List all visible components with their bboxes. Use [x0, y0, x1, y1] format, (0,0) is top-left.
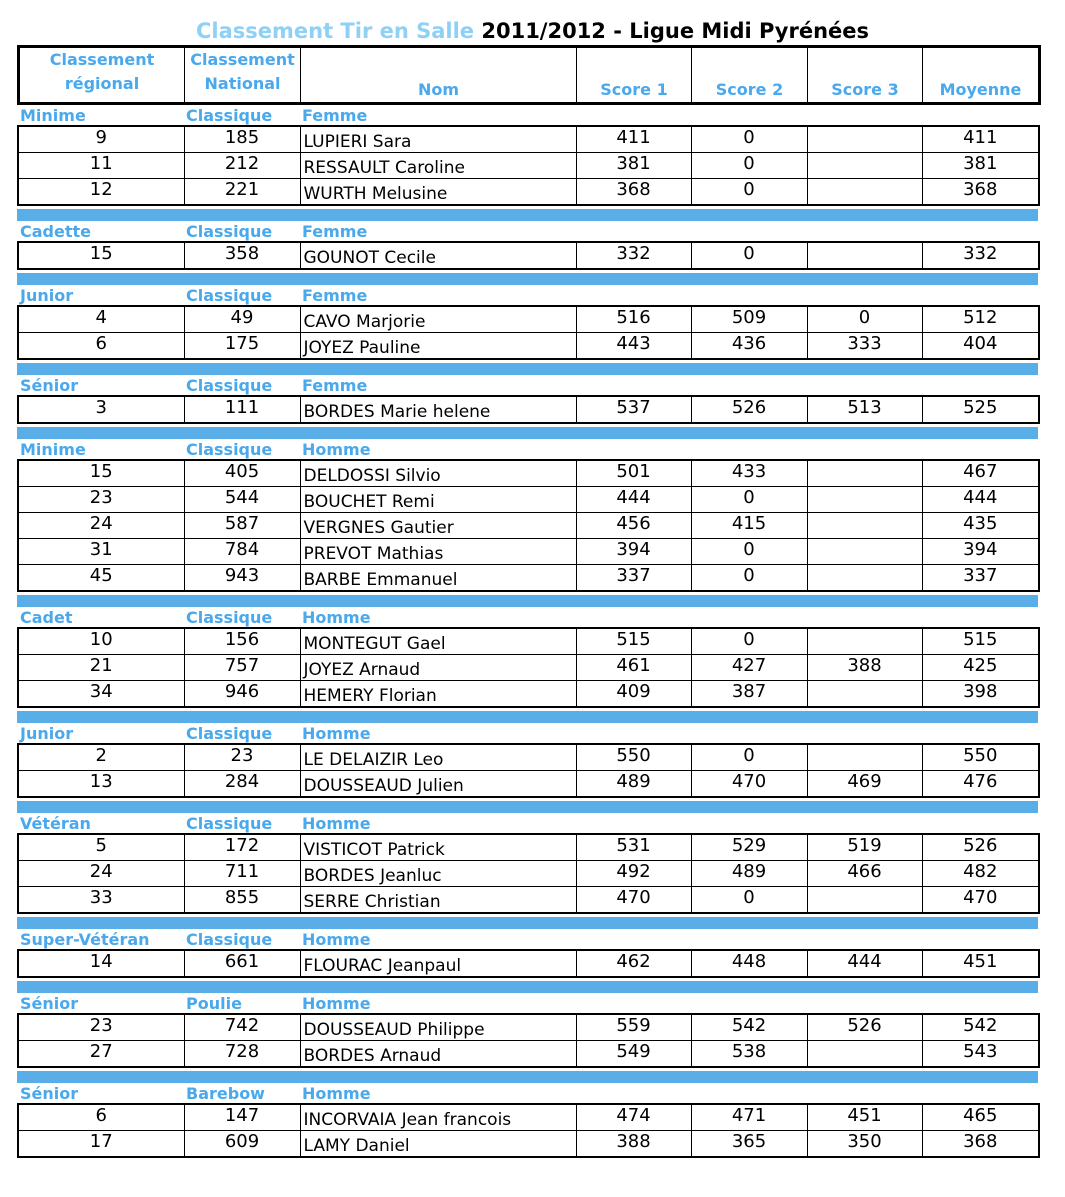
cell-score-2: 509: [691, 306, 807, 333]
table-row: [18, 179, 1039, 206]
cell-classement-national: 156: [184, 628, 300, 655]
cell-nom: LUPIERI Sara: [300, 126, 576, 153]
cell-score-1: 559: [576, 1014, 691, 1041]
cell-classement-national: 284: [184, 771, 300, 798]
cell-classement-regional: 13: [18, 771, 184, 798]
cell-moyenne: 332: [922, 242, 1039, 269]
cell-classement-regional: 3: [18, 396, 184, 423]
group-separator-bar: [17, 209, 1038, 221]
cell-classement-national: 221: [184, 179, 300, 206]
group-separator-bar: [17, 917, 1038, 929]
cell-nom: BORDES Marie helene: [300, 396, 576, 423]
cell-score-1: 489: [576, 771, 691, 798]
cell-score-2: 489: [691, 861, 807, 887]
title-part-1: Classement Tir en Salle: [195, 19, 475, 43]
cell-classement-regional: 5: [18, 834, 184, 861]
cell-moyenne: 526: [922, 834, 1039, 861]
group-separator-bar: [17, 273, 1038, 285]
group-separator-bar: [17, 711, 1038, 723]
cell-score-3: [807, 539, 922, 565]
cell-nom: LE DELAIZIR Leo: [300, 744, 576, 771]
cell-moyenne: 465: [922, 1104, 1039, 1131]
cell-score-2: 471: [691, 1104, 807, 1131]
group-label: [17, 105, 1038, 125]
cell-score-2: 526: [691, 396, 807, 423]
group-sex: Homme: [302, 994, 371, 1013]
cell-classement-regional: 4: [18, 306, 184, 333]
cell-classement-national: 175: [184, 333, 300, 360]
table-row: [18, 681, 1039, 708]
cell-moyenne: 381: [922, 153, 1039, 179]
group-category: Junior: [20, 724, 74, 743]
group-category: Vétéran: [20, 814, 91, 833]
cell-score-3: [807, 681, 922, 708]
cell-classement-national: 661: [184, 950, 300, 977]
cell-score-3: [807, 744, 922, 771]
table-row: [18, 861, 1039, 887]
group-sex: Femme: [302, 286, 368, 305]
cell-score-2: 0: [691, 628, 807, 655]
cell-classement-national: 784: [184, 539, 300, 565]
cell-classement-regional: 31: [18, 539, 184, 565]
group-sex: Homme: [302, 814, 371, 833]
cell-score-3: 388: [807, 655, 922, 681]
group-category: Cadette: [20, 222, 91, 241]
group-table: [17, 949, 1040, 978]
cell-moyenne: 368: [922, 1131, 1039, 1158]
cell-score-2: 0: [691, 153, 807, 179]
group-sex: Homme: [302, 608, 371, 627]
cell-score-1: 332: [576, 242, 691, 269]
group-arc-type: Poulie: [186, 994, 242, 1013]
cell-score-1: 515: [576, 628, 691, 655]
group-table: [17, 459, 1040, 592]
group-table: [17, 1013, 1040, 1068]
group-label: [17, 439, 1038, 459]
cell-classement-regional: 24: [18, 513, 184, 539]
cell-score-3: 526: [807, 1014, 922, 1041]
cell-classement-regional: 6: [18, 1104, 184, 1131]
cell-classement-regional: 2: [18, 744, 184, 771]
group-label: [17, 285, 1038, 305]
cell-score-2: 0: [691, 744, 807, 771]
cell-classement-regional: 6: [18, 333, 184, 360]
cell-moyenne: 542: [922, 1014, 1039, 1041]
table-row: [18, 834, 1039, 861]
header-moyenne: Moyenne: [923, 47, 1040, 104]
cell-classement-regional: 27: [18, 1041, 184, 1068]
cell-classement-regional: 17: [18, 1131, 184, 1158]
group-category: Sénior: [20, 994, 79, 1013]
header-regional-line2: régional: [64, 74, 140, 93]
group-arc-type: Classique: [186, 440, 273, 459]
group-sex: Homme: [302, 440, 371, 459]
group-arc-type: Classique: [186, 930, 273, 949]
table-row: [18, 242, 1039, 269]
cell-nom: BOUCHET Remi: [300, 487, 576, 513]
cell-classement-national: 757: [184, 655, 300, 681]
cell-moyenne: 451: [922, 950, 1039, 977]
cell-classement-national: 946: [184, 681, 300, 708]
cell-moyenne: 525: [922, 396, 1039, 423]
group-separator-bar: [17, 427, 1038, 439]
cell-score-3: [807, 628, 922, 655]
cell-moyenne: 512: [922, 306, 1039, 333]
cell-classement-regional: 23: [18, 487, 184, 513]
group-category: Minime: [20, 440, 86, 459]
cell-score-2: 538: [691, 1041, 807, 1068]
table-row: [18, 306, 1039, 333]
cell-nom: SERRE Christian: [300, 887, 576, 914]
cell-classement-national: 728: [184, 1041, 300, 1068]
title-part-2: 2011/2012 - Ligue Midi Pyrénées: [481, 19, 870, 43]
group-arc-type: Classique: [186, 814, 273, 833]
cell-moyenne: 411: [922, 126, 1039, 153]
cell-score-2: 0: [691, 126, 807, 153]
group-separator-bar: [17, 981, 1038, 993]
cell-score-1: 462: [576, 950, 691, 977]
cell-score-1: 537: [576, 396, 691, 423]
table-row: [18, 513, 1039, 539]
cell-classement-national: 147: [184, 1104, 300, 1131]
cell-score-2: 0: [691, 242, 807, 269]
cell-classement-national: 742: [184, 1014, 300, 1041]
group-sex: Homme: [302, 1084, 371, 1103]
cell-classement-national: 49: [184, 306, 300, 333]
header-national-line1: Classement: [190, 50, 295, 69]
cell-score-3: 444: [807, 950, 922, 977]
group-arc-type: Classique: [186, 376, 273, 395]
group-table: [17, 241, 1040, 270]
header-national-line2: National: [204, 74, 281, 93]
cell-classement-national: 609: [184, 1131, 300, 1158]
cell-classement-national: 111: [184, 396, 300, 423]
group-table: [17, 305, 1040, 360]
table-row: [18, 950, 1039, 977]
cell-nom: BORDES Jeanluc: [300, 861, 576, 887]
cell-classement-regional: 14: [18, 950, 184, 977]
cell-score-2: 436: [691, 333, 807, 360]
table-row: [18, 126, 1039, 153]
header-nom: Nom: [301, 47, 577, 104]
cell-nom: RESSAULT Caroline: [300, 153, 576, 179]
group-label: [17, 813, 1038, 833]
group-label: [17, 221, 1038, 241]
cell-nom: DOUSSEAUD Philippe: [300, 1014, 576, 1041]
page-title: [0, 16, 1065, 46]
cell-score-1: 461: [576, 655, 691, 681]
cell-score-3: [807, 565, 922, 592]
cell-score-3: 350: [807, 1131, 922, 1158]
group-category: Cadet: [20, 608, 73, 627]
cell-score-2: 470: [691, 771, 807, 798]
cell-score-2: 365: [691, 1131, 807, 1158]
cell-score-3: [807, 1041, 922, 1068]
cell-classement-national: 943: [184, 565, 300, 592]
cell-nom: VERGNES Gautier: [300, 513, 576, 539]
cell-nom: DOUSSEAUD Julien: [300, 771, 576, 798]
header-classement-regional: [19, 47, 185, 104]
cell-classement-regional: 9: [18, 126, 184, 153]
table-row: [18, 487, 1039, 513]
cell-classement-national: 23: [184, 744, 300, 771]
cell-score-3: 513: [807, 396, 922, 423]
cell-score-2: 0: [691, 539, 807, 565]
cell-moyenne: 476: [922, 771, 1039, 798]
cell-score-1: 456: [576, 513, 691, 539]
cell-score-3: [807, 242, 922, 269]
cell-moyenne: 467: [922, 460, 1039, 487]
cell-classement-national: 185: [184, 126, 300, 153]
cell-score-3: [807, 126, 922, 153]
cell-score-2: 542: [691, 1014, 807, 1041]
cell-score-3: [807, 487, 922, 513]
group-table: [17, 833, 1040, 914]
group-arc-type: Classique: [186, 724, 273, 743]
cell-score-2: 0: [691, 487, 807, 513]
cell-classement-regional: 24: [18, 861, 184, 887]
group-label: [17, 929, 1038, 949]
cell-nom: LAMY Daniel: [300, 1131, 576, 1158]
cell-score-2: 427: [691, 655, 807, 681]
table-row: [18, 460, 1039, 487]
cell-score-3: 466: [807, 861, 922, 887]
cell-score-2: 415: [691, 513, 807, 539]
header-score-3: Score 3: [808, 47, 923, 104]
group-sex: Homme: [302, 724, 371, 743]
group-table: [17, 627, 1040, 708]
cell-score-2: 0: [691, 179, 807, 206]
cell-score-1: 470: [576, 887, 691, 914]
group-label: [17, 375, 1038, 395]
cell-nom: JOYEZ Pauline: [300, 333, 576, 360]
cell-score-3: [807, 513, 922, 539]
cell-score-3: 333: [807, 333, 922, 360]
group-category: Junior: [20, 286, 74, 305]
cell-nom: BARBE Emmanuel: [300, 565, 576, 592]
cell-moyenne: 368: [922, 179, 1039, 206]
cell-score-3: [807, 153, 922, 179]
cell-nom: INCORVAIA Jean francois: [300, 1104, 576, 1131]
group-arc-type: Classique: [186, 106, 273, 125]
group-separator-bar: [17, 363, 1038, 375]
cell-score-1: 531: [576, 834, 691, 861]
table-row: [18, 771, 1039, 798]
group-arc-type: Classique: [186, 608, 273, 627]
cell-moyenne: 398: [922, 681, 1039, 708]
cell-score-2: 529: [691, 834, 807, 861]
group-sex: Femme: [302, 106, 368, 125]
header-score-1: Score 1: [577, 47, 692, 104]
table-row: [18, 1104, 1039, 1131]
cell-nom: WURTH Melusine: [300, 179, 576, 206]
group-label: [17, 993, 1038, 1013]
cell-score-2: 433: [691, 460, 807, 487]
cell-score-1: 550: [576, 744, 691, 771]
group-sex: Homme: [302, 930, 371, 949]
cell-nom: FLOURAC Jeanpaul: [300, 950, 576, 977]
group-separator-bar: [17, 1071, 1038, 1083]
cell-score-3: 0: [807, 306, 922, 333]
table-row: [18, 333, 1039, 360]
group-label: [17, 723, 1038, 743]
group-separator-bar: [17, 801, 1038, 813]
cell-classement-national: 405: [184, 460, 300, 487]
cell-score-3: 469: [807, 771, 922, 798]
cell-nom: VISTICOT Patrick: [300, 834, 576, 861]
table-row: [18, 396, 1039, 423]
header-score-2: Score 2: [692, 47, 808, 104]
table-row: [18, 539, 1039, 565]
cell-classement-regional: 33: [18, 887, 184, 914]
cell-classement-regional: 12: [18, 179, 184, 206]
table-row: [18, 1041, 1039, 1068]
cell-score-2: 0: [691, 565, 807, 592]
cell-moyenne: 543: [922, 1041, 1039, 1068]
cell-score-1: 411: [576, 126, 691, 153]
group-sex: Femme: [302, 376, 368, 395]
table-row: [18, 655, 1039, 681]
group-arc-type: Classique: [186, 286, 273, 305]
cell-nom: JOYEZ Arnaud: [300, 655, 576, 681]
cell-classement-regional: 15: [18, 460, 184, 487]
cell-classement-regional: 10: [18, 628, 184, 655]
cell-moyenne: 435: [922, 513, 1039, 539]
cell-classement-regional: 34: [18, 681, 184, 708]
table-row: [18, 1014, 1039, 1041]
cell-classement-national: 212: [184, 153, 300, 179]
cell-score-3: [807, 887, 922, 914]
cell-moyenne: 394: [922, 539, 1039, 565]
cell-classement-regional: 23: [18, 1014, 184, 1041]
cell-score-3: 519: [807, 834, 922, 861]
cell-score-1: 501: [576, 460, 691, 487]
cell-score-2: 387: [691, 681, 807, 708]
cell-score-1: 394: [576, 539, 691, 565]
table-row: [18, 153, 1039, 179]
group-arc-type: Classique: [186, 222, 273, 241]
cell-score-1: 409: [576, 681, 691, 708]
group-separator-bar: [17, 595, 1038, 607]
cell-nom: CAVO Marjorie: [300, 306, 576, 333]
group-label: [17, 1083, 1038, 1103]
cell-moyenne: 482: [922, 861, 1039, 887]
group-table: [17, 1103, 1040, 1158]
cell-classement-regional: 21: [18, 655, 184, 681]
cell-nom: GOUNOT Cecile: [300, 242, 576, 269]
cell-moyenne: 425: [922, 655, 1039, 681]
cell-moyenne: 550: [922, 744, 1039, 771]
table-row: [18, 565, 1039, 592]
cell-score-1: 549: [576, 1041, 691, 1068]
cell-classement-national: 544: [184, 487, 300, 513]
cell-score-1: 516: [576, 306, 691, 333]
cell-classement-regional: 45: [18, 565, 184, 592]
group-category: Minime: [20, 106, 86, 125]
cell-score-3: [807, 179, 922, 206]
cell-classement-national: 711: [184, 861, 300, 887]
cell-score-2: 448: [691, 950, 807, 977]
cell-score-1: 492: [576, 861, 691, 887]
group-category: Sénior: [20, 1084, 79, 1103]
cell-nom: HEMERY Florian: [300, 681, 576, 708]
cell-score-1: 381: [576, 153, 691, 179]
cell-classement-national: 587: [184, 513, 300, 539]
cell-score-1: 444: [576, 487, 691, 513]
group-sex: Femme: [302, 222, 368, 241]
group-category: Sénior: [20, 376, 79, 395]
table-row: [18, 887, 1039, 914]
cell-score-1: 337: [576, 565, 691, 592]
cell-score-3: 451: [807, 1104, 922, 1131]
cell-score-2: 0: [691, 887, 807, 914]
cell-score-1: 443: [576, 333, 691, 360]
group-label: [17, 607, 1038, 627]
cell-score-3: [807, 460, 922, 487]
cell-classement-national: 172: [184, 834, 300, 861]
group-table: [17, 125, 1040, 206]
group-category: Super-Vétéran: [20, 930, 150, 949]
cell-moyenne: 515: [922, 628, 1039, 655]
cell-moyenne: 444: [922, 487, 1039, 513]
cell-nom: DELDOSSI Silvio: [300, 460, 576, 487]
group-arc-type: Barebow: [186, 1084, 265, 1103]
table-row: [18, 1131, 1039, 1158]
header-table: [17, 45, 1041, 105]
cell-classement-regional: 11: [18, 153, 184, 179]
cell-nom: MONTEGUT Gael: [300, 628, 576, 655]
group-table: [17, 743, 1040, 798]
cell-moyenne: 337: [922, 565, 1039, 592]
cell-classement-regional: 15: [18, 242, 184, 269]
cell-classement-national: 855: [184, 887, 300, 914]
cell-score-1: 368: [576, 179, 691, 206]
group-table: [17, 395, 1040, 424]
table-row: [18, 744, 1039, 771]
cell-nom: BORDES Arnaud: [300, 1041, 576, 1068]
cell-classement-national: 358: [184, 242, 300, 269]
cell-nom: PREVOT Mathias: [300, 539, 576, 565]
cell-moyenne: 470: [922, 887, 1039, 914]
ranking-sheet: [17, 45, 1038, 1158]
header-regional-line1: Classement: [49, 50, 155, 69]
cell-moyenne: 404: [922, 333, 1039, 360]
cell-score-1: 474: [576, 1104, 691, 1131]
table-row: [18, 628, 1039, 655]
cell-score-1: 388: [576, 1131, 691, 1158]
header-classement-national: [185, 47, 301, 104]
